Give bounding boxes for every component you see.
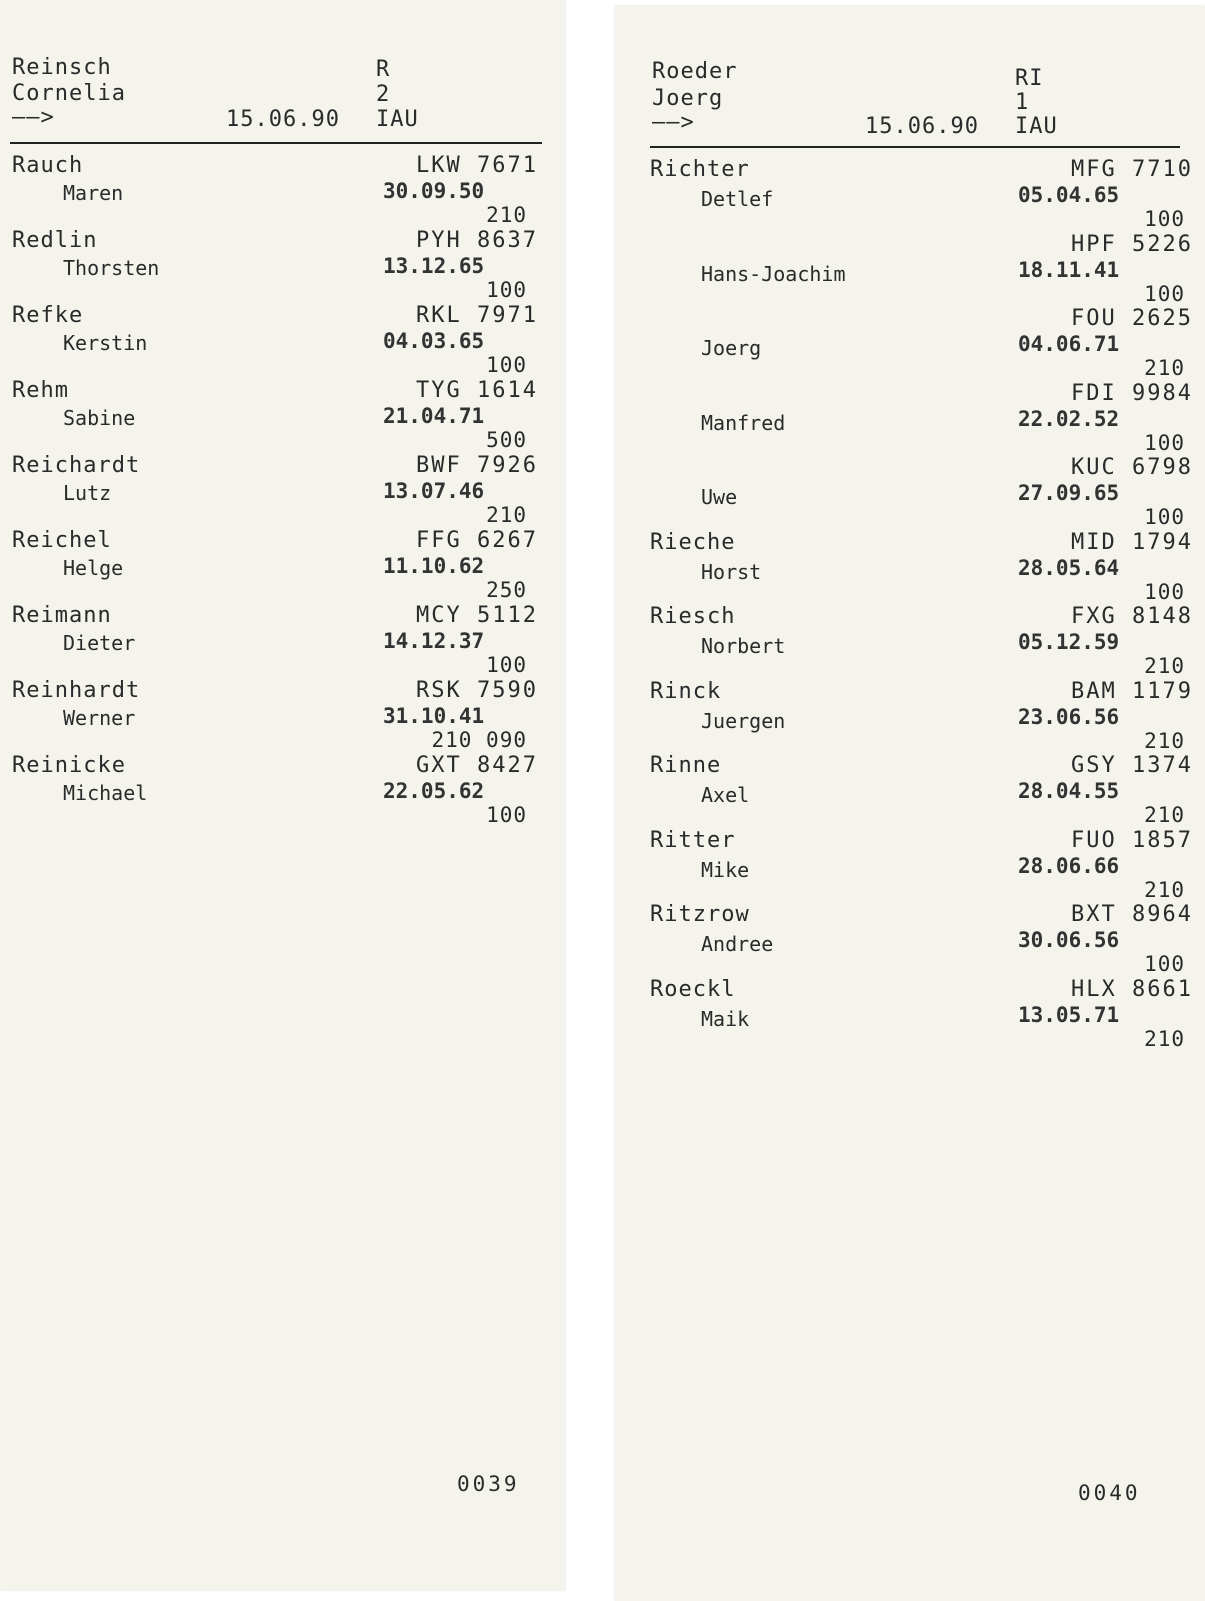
entry-surname: Rinne [650, 753, 722, 778]
entry-firstname: Mike [701, 857, 750, 882]
entry-date: 05.12.59 [1018, 630, 1120, 654]
header-code-line3: IAU [376, 107, 419, 132]
header-rule [10, 142, 542, 144]
entry-number: 500 [486, 428, 527, 452]
header-arrow: ——> [652, 110, 695, 135]
entry-number: 100 [486, 803, 527, 827]
header-arrow: ——> [12, 105, 55, 130]
list-item [615, 157, 1205, 232]
list-item [615, 753, 1205, 828]
left-printout-sheet [0, 0, 565, 1590]
header-rule [650, 146, 1180, 148]
entry-firstname: Kerstin [63, 331, 148, 355]
right-printout-sheet [615, 6, 1205, 1601]
list-item [615, 977, 1205, 1052]
entry-number: 100 [1144, 952, 1185, 976]
entry-surname: Richter [650, 157, 750, 182]
entry-date: 04.03.65 [383, 329, 485, 353]
entry-date: 22.05.62 [383, 779, 485, 803]
header-code-line3: IAU [1015, 114, 1058, 139]
list-item [0, 153, 565, 228]
entry-surname: Reichel [12, 528, 112, 553]
header-code-line2: 2 [376, 82, 391, 107]
list-item [615, 828, 1205, 903]
entry-number: 210 [1144, 877, 1185, 902]
entry-date: 05.04.65 [1018, 183, 1120, 207]
entry-number: 210 [1144, 654, 1185, 678]
entry-surname: Rauch [12, 153, 84, 178]
entry-firstname: Helge [63, 556, 124, 580]
list-item [615, 232, 1205, 307]
entry-date: 14.12.37 [383, 629, 485, 653]
entry-number: 100 [1144, 505, 1185, 529]
entry-surname: Reinicke [12, 753, 126, 778]
entry-number: 100 [1144, 281, 1185, 306]
entry-code: FOU 2625 [1071, 306, 1193, 331]
list-item [0, 603, 565, 678]
entry-code: BAM 1179 [1071, 678, 1193, 704]
entry-number: 250 [486, 578, 527, 602]
entry-date: 27.09.65 [1018, 481, 1120, 505]
entry-code: BXT 8964 [1071, 902, 1193, 927]
entry-firstname: Norbert [701, 634, 786, 658]
entry-code: HPF 5226 [1071, 231, 1193, 257]
header-date: 15.06.90 [865, 114, 979, 139]
entry-code: MFG 7710 [1071, 157, 1193, 182]
entry-firstname: Horst [701, 559, 762, 584]
entry-number: 210 [1144, 1026, 1185, 1051]
entry-surname: Reimann [12, 603, 112, 628]
entry-date: 04.06.71 [1018, 332, 1120, 356]
entry-firstname: Axel [701, 783, 750, 807]
entry-code: GSY 1374 [1071, 753, 1193, 778]
entry-firstname: Manfred [701, 410, 786, 435]
header-code-line2: 1 [1015, 90, 1030, 115]
entry-code: TYG 1614 [416, 378, 538, 403]
entry-date: 13.07.46 [383, 479, 485, 503]
entry-code: BWF 7926 [416, 453, 538, 478]
entry-number: 210 [486, 503, 527, 527]
entry-firstname: Juergen [701, 708, 786, 733]
entry-surname: Redlin [12, 228, 98, 253]
page-number: 0039 [457, 1472, 520, 1496]
entry-firstname: Maik [701, 1006, 750, 1031]
entry-surname: Reichardt [12, 453, 141, 478]
entry-date: 13.12.65 [383, 254, 485, 278]
list-item [0, 528, 565, 603]
entry-number: 210 [1144, 356, 1185, 380]
header-date: 15.06.90 [226, 107, 340, 132]
entry-firstname: Joerg [701, 336, 762, 360]
entry-surname: Riesch [650, 604, 736, 629]
entry-firstname: Maren [63, 181, 124, 205]
entry-firstname: Werner [63, 706, 136, 730]
entry-firstname: Detlef [701, 187, 774, 211]
list-item [615, 455, 1205, 530]
entry-code: RSK 7590 [416, 678, 538, 703]
entry-surname: Rinck [650, 678, 722, 704]
entry-firstname: Thorsten [63, 256, 160, 280]
entry-code: MID 1794 [1071, 529, 1193, 555]
entry-surname: Rieche [650, 529, 736, 555]
header-code-line1: R [376, 57, 391, 82]
entry-number: 100 [1144, 579, 1185, 604]
header-firstname: Cornelia [12, 81, 126, 106]
entry-code: LKW 7671 [416, 153, 538, 178]
entry-surname: Roeckl [650, 976, 736, 1002]
header-code-line1: RI [1015, 66, 1044, 91]
entry-code: MCY 5112 [416, 603, 538, 628]
entry-code: KUC 6798 [1071, 455, 1193, 480]
entry-code: FXG 8148 [1071, 604, 1193, 629]
entry-date: 31.10.41 [383, 704, 485, 728]
list-item [615, 604, 1205, 679]
header-surname: Reinsch [12, 55, 112, 80]
entry-date: 28.06.66 [1018, 853, 1120, 878]
entry-firstname: Sabine [63, 406, 136, 430]
entry-date: 30.09.50 [383, 179, 485, 203]
entry-code: FDI 9984 [1071, 380, 1193, 406]
entry-firstname: Dieter [63, 631, 136, 655]
entry-number: 210 [486, 203, 527, 227]
list-item [0, 228, 565, 303]
entry-number: 100 [486, 353, 527, 377]
entry-date: 28.05.64 [1018, 555, 1120, 580]
list-item [0, 378, 565, 453]
entry-code: RKL 7971 [416, 303, 538, 328]
list-item [0, 453, 565, 528]
entry-number: 100 [1144, 430, 1185, 455]
entry-surname: Refke [12, 303, 84, 328]
entry-number: 100 [486, 278, 527, 302]
entry-code: GXT 8427 [416, 753, 538, 778]
entry-number: 210 090 [431, 728, 527, 752]
list-item [615, 306, 1205, 381]
list-item [0, 303, 565, 378]
entry-date: 11.10.62 [383, 554, 485, 578]
header-surname: Roeder [652, 59, 738, 84]
list-item [615, 902, 1205, 977]
header-firstname: Joerg [652, 86, 724, 111]
entry-surname: Reinhardt [12, 678, 141, 703]
entry-surname: Ritzrow [650, 902, 750, 927]
entry-firstname: Andree [701, 932, 774, 956]
entry-firstname: Hans-Joachim [701, 261, 846, 286]
entry-date: 28.04.55 [1018, 779, 1120, 803]
entry-code: FUO 1857 [1071, 827, 1193, 853]
list-item [615, 530, 1205, 605]
entry-surname: Ritter [650, 827, 736, 853]
entry-date: 13.05.71 [1018, 1002, 1120, 1027]
entry-code: PYH 8637 [416, 228, 538, 253]
entry-date: 30.06.56 [1018, 928, 1120, 952]
entry-surname: Rehm [12, 378, 69, 403]
entry-code: HLX 8661 [1071, 976, 1193, 1002]
entry-number: 100 [1144, 207, 1185, 231]
entry-number: 100 [486, 653, 527, 677]
list-item [615, 381, 1205, 456]
entry-date: 18.11.41 [1018, 257, 1120, 282]
entry-number: 210 [1144, 803, 1185, 827]
entry-date: 21.04.71 [383, 404, 485, 428]
entry-firstname: Michael [63, 781, 148, 805]
entry-date: 23.06.56 [1018, 704, 1120, 729]
list-item [0, 678, 565, 753]
entry-firstname: Lutz [63, 481, 112, 505]
entry-firstname: Uwe [701, 485, 738, 509]
entry-code: FFG 6267 [416, 528, 538, 553]
list-item [0, 753, 565, 828]
page-number: 0040 [1078, 1481, 1141, 1505]
entry-date: 22.02.52 [1018, 406, 1120, 431]
entry-number: 210 [1144, 728, 1185, 753]
list-item [615, 679, 1205, 754]
